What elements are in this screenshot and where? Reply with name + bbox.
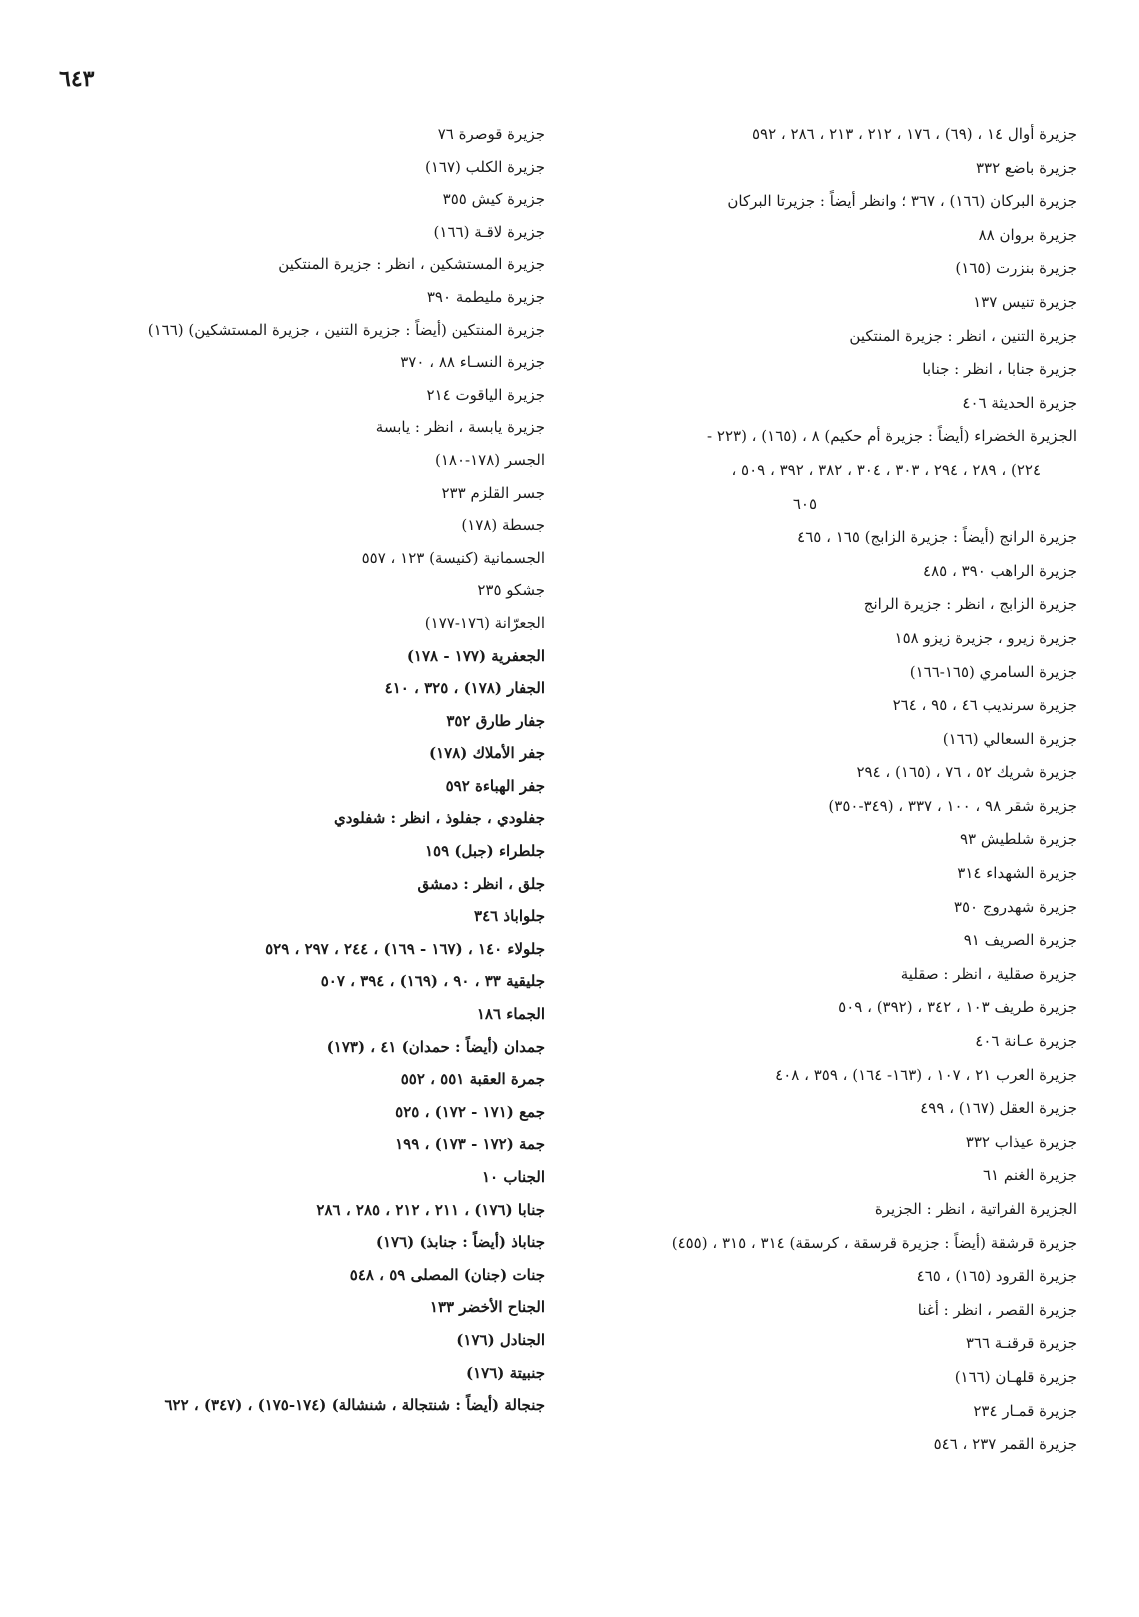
index-entry: جزيرة الكلب (١٦٧) [425,157,545,176]
index-entry: جزيرة القمر ٢٣٧ ، ٥٤٦ [933,1435,1077,1454]
index-entry: جزيرة قمـار ٢٣٤ [973,1401,1077,1420]
index-entry: جزيرة الراهب ٣٩٠ ، ٤٨٥ [923,561,1077,580]
index-entry: جفر الهباءة ٥٩٢ [445,776,545,795]
index-entry: جزيرة العرب ٢١ ، ١٠٧ ، (١٦٣- ١٦٤) ، ٣٥٩ ، ٤٠٨ [775,1065,1077,1084]
index-entry: الجنادل (١٧٦) [456,1330,545,1349]
index-entry: الجناح الأخضر ١٣٣ [429,1298,545,1317]
index-entry: الجسر (١٧٨-١٨٠) [435,450,545,469]
index-entry: جزيرة طريف ١٠٣ ، ٣٤٢ ، (٣٩٢) ، ٥٠٩ [838,998,1077,1017]
index-entry: جزيرة لاقـة (١٦٦) [433,222,545,241]
index-entry: جزيرة قوصرة ٧٦ [437,125,545,143]
index-entry: جزيرة قرشقة (أيضاً : جزيرة قرسقة ، كرسقة) ٣١٤ ، ٣١٥ ، (٤٥٥) [671,1233,1077,1252]
index-entry: ٦٠٥ [792,494,817,513]
index-entry: جليقية ٣٣ ، ٩٠ ، (١٦٩) ، ٣٩٤ ، ٥٠٧ [320,972,545,991]
index-entry: جزيرة الشهداء ٣١٤ [957,864,1077,883]
index-entry: جزيرة جنابا ، انظر : جنابا [922,360,1077,379]
index-entry: جزيرة كيش ٣٥٥ [442,190,545,209]
index-entry: جزيرة المنتكين (أيضاً : جزيرة التنين ، جزيرة المستشكين) (١٦٦) [147,320,545,339]
index-column-right [592,118,1077,1462]
index-entry: جزيرة البركان (١٦٦) ، ٣٦٧ ؛ وانظر أيضاً : جزيرتا البركان [727,192,1077,211]
index-entry: الجزيرة الفراتية ، انظر : الجزيرة [874,1200,1077,1218]
index-entry: جنابا (١٧٦) ، ٢١١ ، ٢١٢ ، ٢٨٥ ، ٢٨٦ [316,1200,545,1219]
index-entry: جزيرة الغنم ٦١ [982,1166,1077,1185]
index-entry: جزيرة يابسة ، انظر : يابسة [375,418,545,437]
index-entry: جزيرة المستشكين ، انظر : جزيرة المنتكين [278,255,545,274]
index-entry: جمدان (أيضاً : حمدان) ٤١ ، (١٧٣) [326,1037,545,1056]
index-entry: الجعرّانة (١٧٦-١٧٧) [424,613,545,632]
index-entry: جزيرة شريك ٥٢ ، ٧٦ ، (١٦٥) ، ٢٩٤ [856,763,1077,782]
index-entry: جزيرة صقلية ، انظر : صقلية [900,964,1077,983]
index-entry: جزيرة سرنديب ٤٦ ، ٩٥ ، ٢٦٤ [892,696,1077,715]
index-entry: جزيرة الحديثة ٤٠٦ [962,393,1077,412]
index-entry: جمرة العقبة ٥٥١ ، ٥٥٢ [400,1070,545,1089]
index-entry: جزيرة بنزرت (١٦٥) [955,259,1077,278]
index-entry: جزيرة العقل (١٦٧) ، ٤٩٩ [920,1099,1077,1118]
index-entry: جزيرة القصر ، انظر : أغنا [917,1300,1077,1319]
index-entry: جزيرة الياقوت ٢١٤ [426,385,545,404]
index-entry: جشكو ٢٣٥ [477,581,545,600]
index-entry: الجفار (١٧٨) ، ٣٢٥ ، ٤١٠ [384,679,545,698]
index-entry: الجسمانية (كنيسة) ١٢٣ ، ٥٥٧ [361,548,545,567]
index-entry: جزيرة الرانج (أيضاً : جزيرة الزابج) ١٦٥ ، ٤٦٥ [797,528,1077,547]
index-entry: جنجالة (أيضاً : شنتجالة ، شنشالة) (١٧٤-١٧٥) ، (٣٤٧) ، ٦٢٢ [164,1396,545,1415]
index-entry: الجزيرة الخضراء (أيضاً : جزيرة أم حكيم) ٨ ، (١٦٥) ، (٢٢٣ - [707,427,1077,446]
page-number: ٦٤٣ [59,66,95,92]
index-entry: جزيرة أوال ١٤ ، (٦٩) ، ١٧٦ ، ٢١٢ ، ٢١٣ ، ٢٨٦ ، ٥٩٢ [751,125,1077,143]
index-entry: جزيرة قرقنـة ٣٦٦ [965,1334,1077,1353]
index-entry: الجماء ١٨٦ [476,1005,545,1024]
index-entry: الجناب ١٠ [482,1168,545,1186]
index-entry: ٢٢٤) ، ٢٨٩ ، ٢٩٤ ، ٣٠٣ ، ٣٠٤ ، ٣٨٢ ، ٣٩٢ ، ٥٠٩ ، [731,460,1041,479]
index-entry: جزيرة عيذاب ٣٣٢ [965,1132,1077,1151]
index-entry: جلق ، انظر : دمشق [417,874,545,893]
index-entry: جناباذ (أيضاً : جنابذ) (١٧٦) [375,1233,545,1252]
index-entry: جزيرة مليطمة ٣٩٠ [426,287,545,306]
index-entry: جزيرة باضع ٣٣٢ [975,158,1077,177]
index-entry: جزيرة الزابج ، انظر : جزيرة الرانج [863,595,1077,614]
index-entry: جسطة (١٧٨) [461,516,545,535]
index-entry: جسر القلزم ٢٣٣ [441,483,545,502]
index-entry: جفلودي ، جفلوذ ، انظر : شفلودي [333,809,545,828]
index-entry: جنبيتة (١٧٦) [465,1363,545,1382]
index-entry: جمة (١٧٢ - ١٧٣) ، ١٩٩ [395,1135,545,1154]
index-entry: جلواباذ ٣٤٦ [474,907,545,926]
index-entry: جزيرة القرود (١٦٥) ، ٤٦٥ [916,1267,1077,1286]
index-entry: جزيرة السامري (١٦٥-١٦٦) [909,662,1077,681]
index-entry: جفار طارق ٣٥٢ [446,711,545,730]
index-entry: جزيرة شهدروج ٣٥٠ [953,897,1077,916]
index-entry: جزيرة بروان ٨٨ [978,225,1077,244]
index-entry: جزيرة قلهـان (١٦٦) [954,1367,1077,1386]
index-entry: جفر الأملاك (١٧٨) [428,744,545,763]
index-column-left [45,118,545,1422]
index-entry: جنات (جنان) المصلى ٥٩ ، ٥٤٨ [349,1265,545,1284]
index-entry: جزيرة التنين ، انظر : جزيرة المنتكين [849,326,1077,345]
index-entry: جزيرة تنيس ١٣٧ [973,292,1077,311]
index-entry: جزيرة النسـاء ٨٨ ، ٣٧٠ [400,353,545,372]
index-entry: جلطراء (جبل) ١٥٩ [424,842,545,861]
index-entry: جلولاء ١٤٠ ، (١٦٧ - ١٦٩) ، ٢٤٤ ، ٢٩٧ ، ٥٢٩ [265,939,545,958]
index-entry: جزيرة زيرو ، جزيرة زيزو ١٥٨ [894,628,1077,647]
index-entry: جمع (١٧١ - ١٧٢) ، ٥٢٥ [395,1102,545,1121]
index-entry: جزيرة الصريف ٩١ [963,931,1077,950]
index-entry: جزيرة شقر ٩٨ ، ١٠٠ ، ٣٣٧ ، (٣٤٩-٣٥٠) [828,796,1077,815]
index-entry: جزيرة السعالي (١٦٦) [942,729,1077,748]
index-entry: جزيرة شلطيش ٩٣ [959,830,1077,849]
index-entry: الجعفرية (١٧٧ - ١٧٨) [406,646,545,665]
index-entry: جزيرة عـانة ٤٠٦ [975,1032,1077,1051]
